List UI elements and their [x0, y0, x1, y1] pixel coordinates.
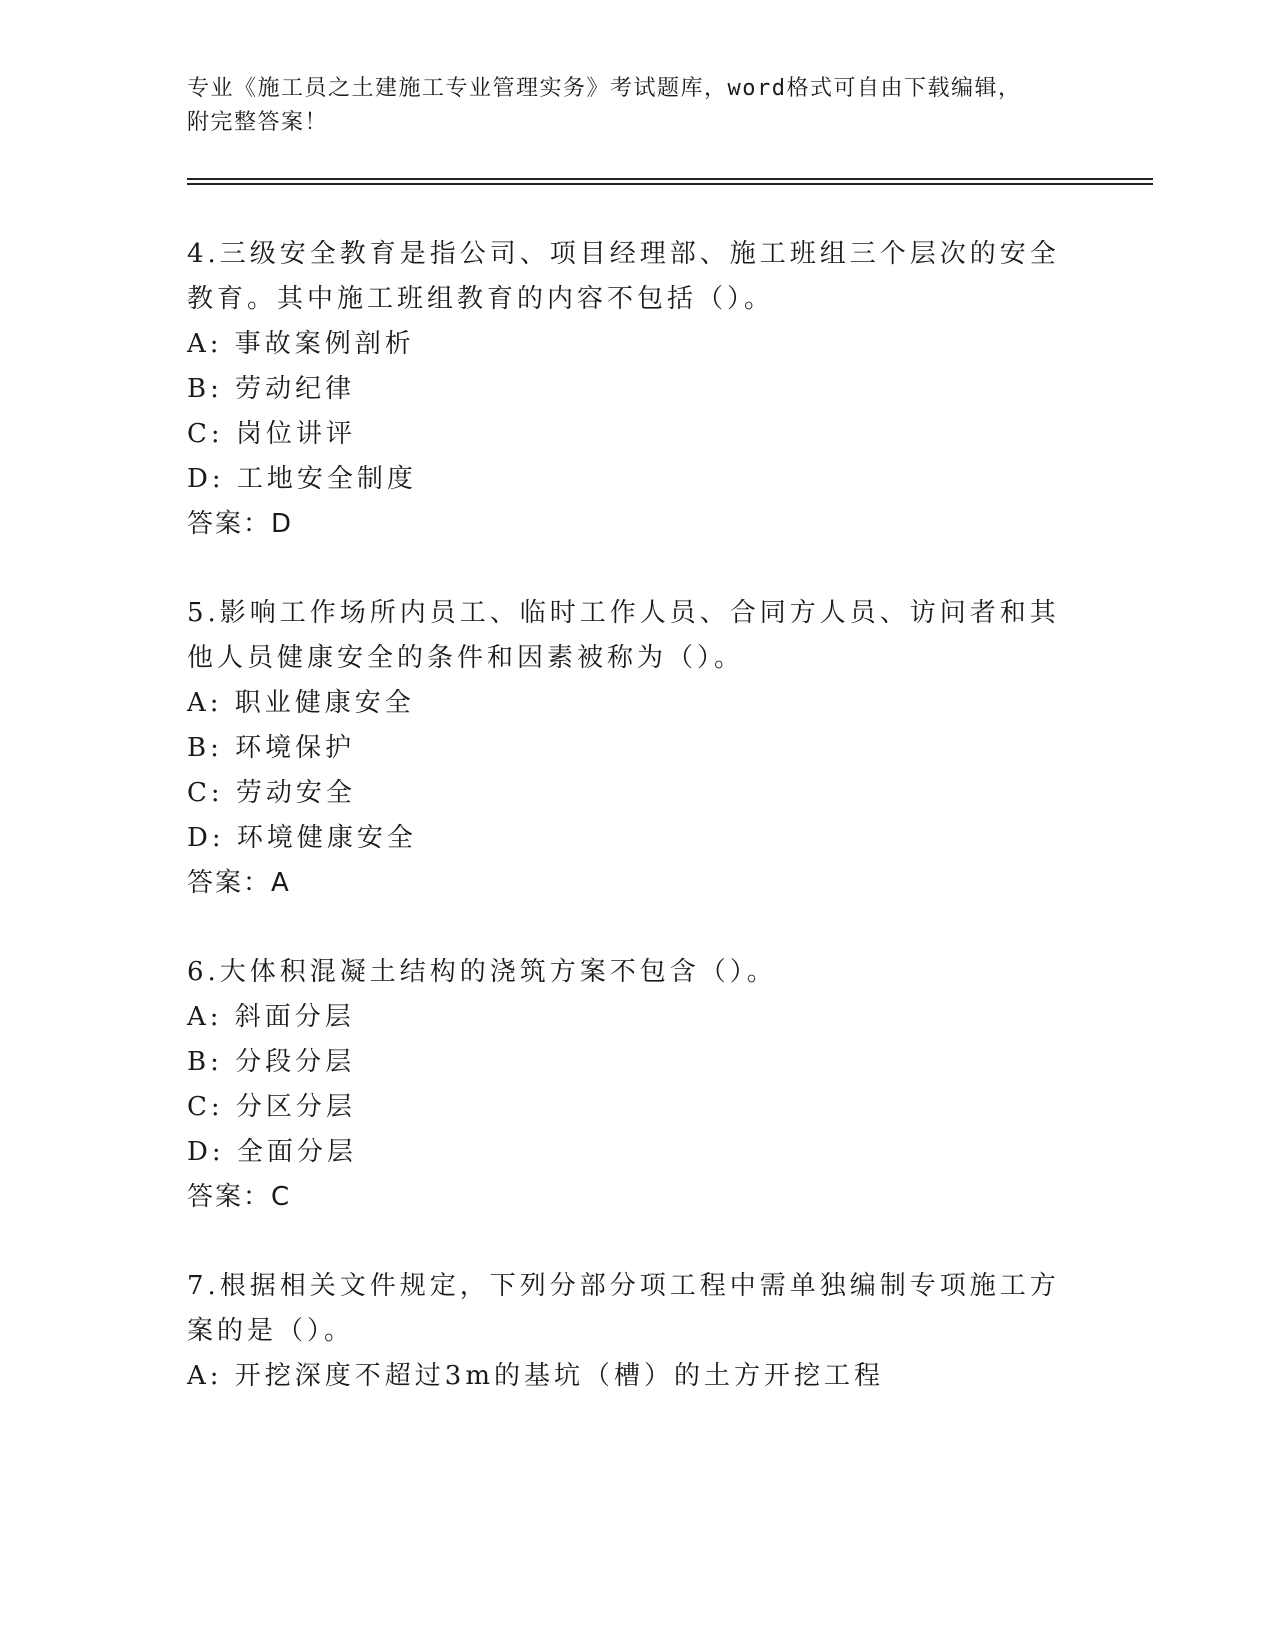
header-divider-top	[187, 178, 1153, 180]
option-c: C: 劳动安全	[187, 778, 356, 808]
question-list	[187, 232, 1087, 1443]
option-b: B: 劳动纪律	[187, 374, 356, 404]
question-stem: 7.根据相关文件规定，下列分部分项工程中需单独编制专项施工方案的是（）。	[187, 1271, 1060, 1346]
option-d: D: 环境健康安全	[187, 823, 417, 853]
header-divider-bottom	[187, 183, 1153, 185]
answer-line: 答案：C	[187, 1182, 292, 1212]
question-4	[187, 232, 1087, 547]
question-stem: 6.大体积混凝土结构的浇筑方案不包含（）。	[187, 957, 777, 987]
option-c: C: 岗位讲评	[187, 419, 356, 449]
document-header	[187, 72, 1087, 140]
option-d: D: 全面分层	[187, 1137, 357, 1167]
question-stem: 4.三级安全教育是指公司、项目经理部、施工班组三个层次的安全教育。其中施工班组教育的内容不包括（）。	[187, 239, 1060, 314]
option-c: C: 分区分层	[187, 1092, 356, 1122]
answer-line: 答案：A	[187, 868, 291, 898]
question-5	[187, 591, 1087, 906]
option-a: A: 斜面分层	[187, 1002, 355, 1032]
answer-line: 答案：D	[187, 509, 294, 539]
question-stem: 5.影响工作场所内员工、临时工作人员、合同方人员、访问者和其他人员健康安全的条件和因素被称为（）。	[187, 598, 1060, 673]
question-7	[187, 1264, 1087, 1399]
option-a: A: 职业健康安全	[187, 688, 415, 718]
option-b: B: 分段分层	[187, 1047, 356, 1077]
option-d: D: 工地安全制度	[187, 464, 417, 494]
question-6	[187, 950, 1087, 1220]
option-b: B: 环境保护	[187, 733, 356, 763]
header-line-2: 附完整答案！	[187, 110, 329, 135]
header-line-1: 专业《施工员之土建施工专业管理实务》考试题库，word格式可自由下载编辑，	[187, 76, 1022, 101]
option-a: A: 事故案例剖析	[187, 329, 415, 359]
option-a: A: 开挖深度不超过3m的基坑（槽）的土方开挖工程	[187, 1361, 884, 1391]
